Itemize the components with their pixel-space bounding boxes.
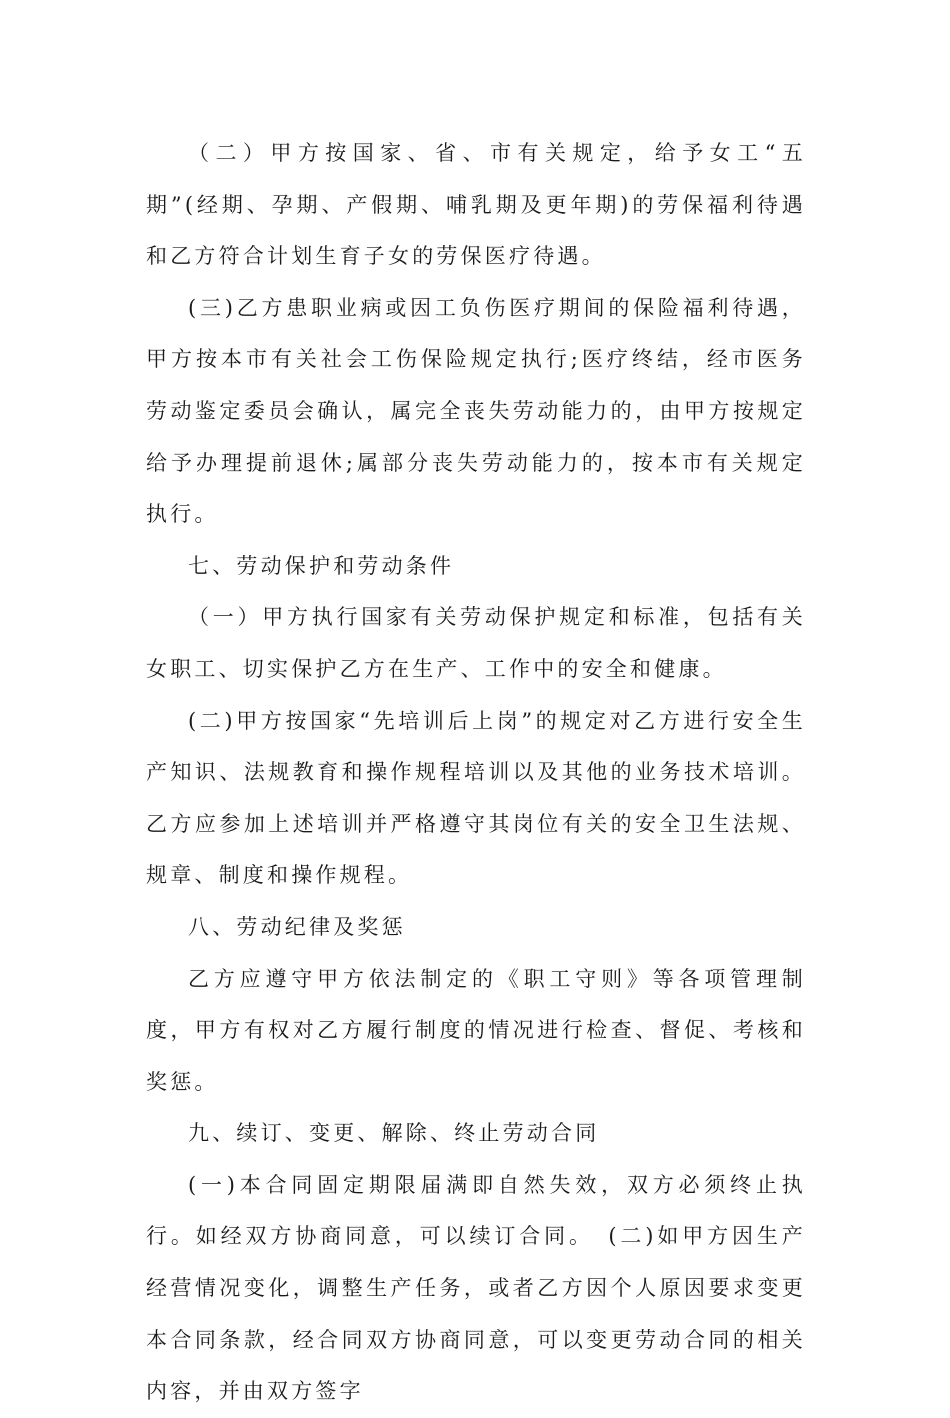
paragraph-employee-rules: 乙方应遵守甲方依法制定的《职工守则》等各项管理制度，甲方有权对乙方履行制度的情况进行检查、督促、考核和奖惩。: [146, 966, 806, 1094]
section-heading-contract-changes: 九、续订、变更、解除、终止劳动合同: [188, 1121, 600, 1146]
paragraph-contract-renewal-change: (一)本合同固定期限届满即自然失效，双方必须终止执行。如经双方协商同意，可以续订合同。 (二)如甲方因生产经营情况变化，调整生产任务，或者乙方因个人原因要求变更本合同条款，经合同双方协商同意，可以变更劳动合同的相关内容，并由双方签字: [146, 1172, 806, 1404]
paragraph-labor-protection-standards: （一）甲方执行国家有关劳动保护规定和标准，包括有关女职工、切实保护乙方在生产、工作中的安全和健康。: [146, 605, 806, 681]
section-heading-labor-protection: 七、劳动保护和劳动条件: [188, 553, 455, 578]
paragraph-female-worker-benefits: （二）甲方按国家、省、市有关规定，给予女工“五期”(经期、孕期、产假期、哺乳期及更年期)的劳保福利待遇和乙方符合计划生育子女的劳保医疗待遇。: [146, 141, 806, 269]
section-heading-labor-discipline: 八、劳动纪律及奖惩: [188, 914, 406, 939]
paragraph-occupational-injury: (三)乙方患职业病或因工负伤医疗期间的保险福利待遇，甲方按本市有关社会工伤保险规定执行;医疗终结，经市医务劳动鉴定委员会确认，属完全丧失劳动能力的，由甲方按规定给予办理提前退休;属部分丧失劳动能力的，按本市有关规定执行。: [146, 295, 806, 527]
paragraph-safety-training: (二)甲方按国家“先培训后上岗”的规定对乙方进行安全生产知识、法规教育和操作规程培训以及其他的业务技术培训。乙方应参加上述培训并严格遵守其岗位有关的安全卫生法规、规章、制度和操作规程。: [146, 708, 806, 888]
document-page: [146, 128, 806, 1418]
